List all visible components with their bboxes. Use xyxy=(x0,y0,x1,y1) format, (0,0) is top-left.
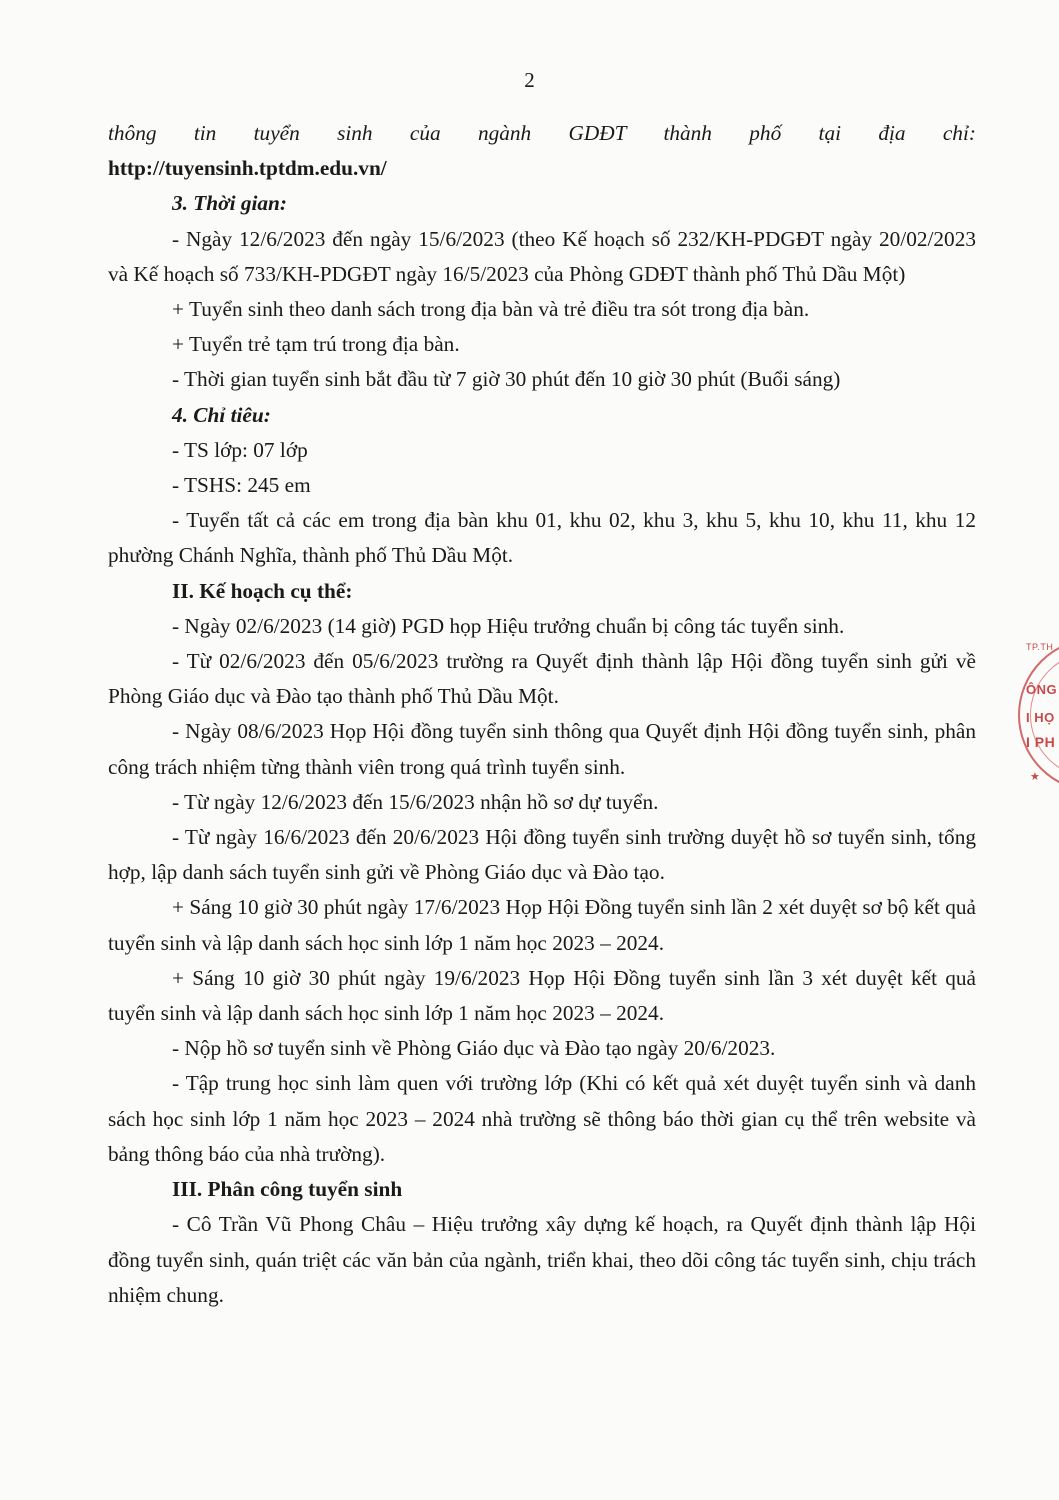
plan-item: - Ngày 08/6/2023 Họp Hội đồng tuyển sinh thông qua Quyết định Hội đồng tuyển sinh, phân công trách nhiệm từng thành viên trong quá trình tuyển sinh. xyxy=(108,719,976,779)
assignment-item: - Cô Trần Vũ Phong Châu – Hiệu trưởng xây dựng kế hoạch, ra Quyết định thành lập Hội đồng tuyển sinh, quán triệt các văn bản của ngành, triển khai, theo dõi công tác tuyển sinh, chịu trách nhiệm chung. xyxy=(108,1212,976,1307)
stamp-text: I PH xyxy=(1026,734,1056,750)
word: phố xyxy=(749,121,782,145)
word: ngành xyxy=(477,121,532,145)
plan-item: - Ngày 02/6/2023 (14 giờ) PGD họp Hiệu trưởng chuẩn bị công tác tuyển sinh. xyxy=(172,613,845,638)
stamp-text: ÔNG xyxy=(1026,682,1058,697)
official-stamp xyxy=(1010,630,1059,810)
document-body xyxy=(108,116,976,1313)
enrollment-url[interactable]: http://tuyensinh.tptdm.edu.vn/ xyxy=(108,156,387,181)
stamp-ring xyxy=(1018,638,1059,792)
stamp-text: TP.TH xyxy=(1026,642,1054,652)
stamp-inner-ring xyxy=(1030,652,1059,778)
bullet-dash: - TSHS: 245 em xyxy=(172,473,311,498)
page-number: 2 xyxy=(524,68,535,92)
word: tin xyxy=(193,121,217,145)
word: tuyển xyxy=(253,121,300,145)
plan-item: - Tập trung học sinh làm quen với trường lớp (Khi có kết quả xét duyệt tuyển sinh và danh sách học sinh lớp 1 năm học 2023 – 2024 nhà trường sẽ thông báo thời gian cụ thể trên website và bảng thông báo của nhà trường). xyxy=(108,1071,976,1166)
word: thông xyxy=(108,121,157,145)
word: địa xyxy=(878,121,906,145)
word: tại xyxy=(818,121,842,145)
word: chỉ: xyxy=(942,121,976,145)
plan-item: - Từ 02/6/2023 đến 05/6/2023 trường ra Quyết định thành lập Hội đồng tuyển sinh gửi về Phòng Giáo dục và Đào tạo thành phố Thủ Dầu Một. xyxy=(108,649,976,709)
section-heading-quota: 4. Chỉ tiêu: xyxy=(172,402,271,427)
bullet-dash: - TS lớp: 07 lớp xyxy=(172,437,308,462)
word: thành xyxy=(663,121,712,145)
paragraph-time: - Ngày 12/6/2023 đến ngày 15/6/2023 (theo Kế hoạch số 232/KH-PDGĐT ngày 20/02/2023 và Kế hoạch số 733/KH-PDGĐT ngày 16/5/2023 của Phòng GDĐT thành phố Thủ Dầu Một) xyxy=(108,226,976,286)
plan-item: - Từ ngày 12/6/2023 đến 15/6/2023 nhận hồ sơ dự tuyển. xyxy=(172,789,659,814)
plan-item: + Sáng 10 giờ 30 phút ngày 19/6/2023 Họp Hội Đồng tuyển sinh lần 3 xét duyệt kết quả tuyển sinh và lập danh sách học sinh lớp 1 năm học 2023 – 2024. xyxy=(108,965,976,1026)
plan-item: + Sáng 10 giờ 30 phút ngày 17/6/2023 Họp Hội Đồng tuyển sinh lần 2 xét duyệt sơ bộ kết quả tuyển sinh và lập danh sách học sinh lớp 1 năm học 2023 – 2024. xyxy=(108,895,976,955)
bullet-plus: + Tuyển sinh theo danh sách trong địa bàn và trẻ điều tra sót trong địa bàn. xyxy=(172,297,810,322)
continuation-line xyxy=(108,116,976,151)
paragraph-area: - Tuyển tất cả các em trong địa bàn khu 01, khu 02, khu 3, khu 5, khu 10, khu 11, khu 12 phường Chánh Nghĩa, thành phố Thủ Dầu Một. xyxy=(108,508,976,568)
word: sinh xyxy=(337,121,373,145)
word: của xyxy=(409,121,441,145)
stamp-star-icon: ★ xyxy=(1030,771,1041,783)
stamp-text: I HỌ xyxy=(1026,710,1055,725)
section-heading-plan: II. Kế hoạch cụ thể: xyxy=(172,578,353,603)
section-heading-time: 3. Thời gian: xyxy=(172,191,287,216)
section-heading-assignment: III. Phân công tuyển sinh xyxy=(172,1177,403,1202)
word: GDĐT xyxy=(568,121,627,145)
paragraph-hours: - Thời gian tuyển sinh bắt đầu từ 7 giờ 30 phút đến 10 giờ 30 phút (Buổi sáng) xyxy=(172,367,841,392)
plan-item: - Nộp hồ sơ tuyển sinh về Phòng Giáo dục và Đào tạo ngày 20/6/2023. xyxy=(172,1036,776,1061)
plan-item: - Từ ngày 16/6/2023 đến 20/6/2023 Hội đồng tuyển sinh trường duyệt hồ sơ tuyển sinh, tổng hợp, lập danh sách tuyển sinh gửi về Phòng Giáo dục và Đào tạo. xyxy=(108,825,976,885)
bullet-plus: + Tuyển trẻ tạm trú trong địa bàn. xyxy=(172,332,460,357)
